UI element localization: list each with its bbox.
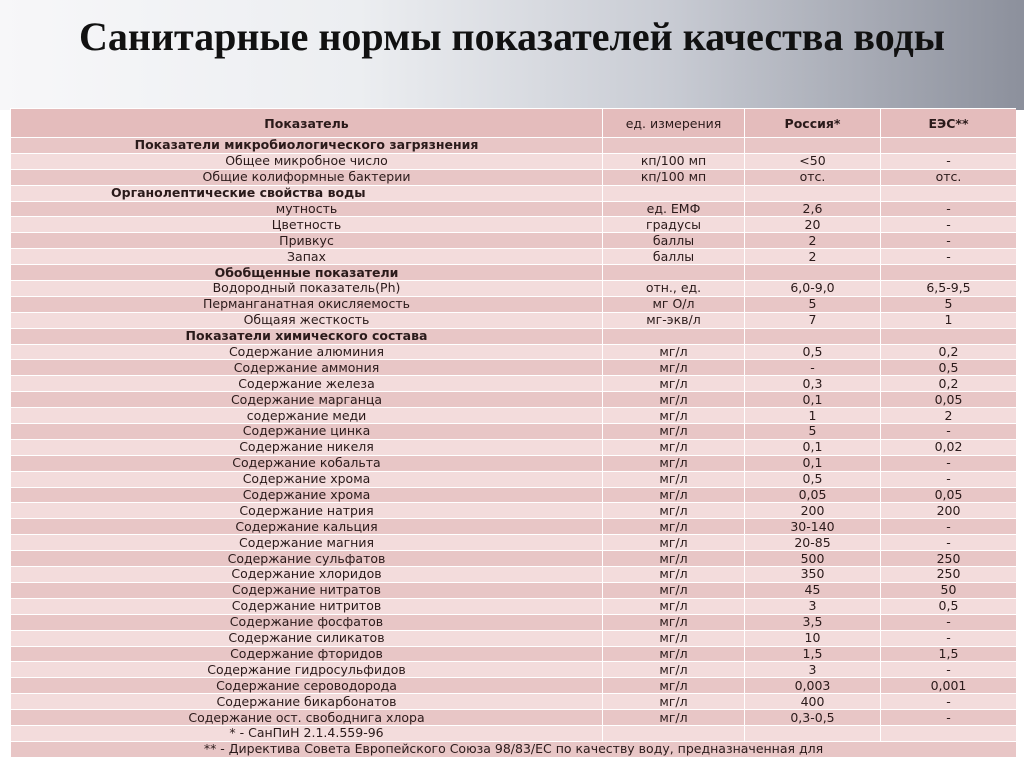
cell-unit: кп/100 мп bbox=[603, 169, 745, 185]
cell-russia: 0,1 bbox=[745, 455, 881, 471]
cell-eec: - bbox=[881, 519, 1017, 535]
cell-eec: - bbox=[881, 471, 1017, 487]
cell-eec: 200 bbox=[881, 503, 1017, 519]
cell-eec: 6,5-9,5 bbox=[881, 281, 1017, 297]
cell-unit: градусы bbox=[603, 217, 745, 233]
cell-name: Содержание никеля bbox=[11, 439, 603, 455]
cell-russia: 0,3-0,5 bbox=[745, 710, 881, 726]
cell-russia: 0,05 bbox=[745, 487, 881, 503]
table-row bbox=[11, 551, 1017, 567]
table-row bbox=[11, 312, 1017, 328]
cell-name: Содержание гидросульфидов bbox=[11, 662, 603, 678]
cell-russia: 5 bbox=[745, 296, 881, 312]
cell-name: Содержание кальция bbox=[11, 519, 603, 535]
table-row bbox=[11, 535, 1017, 551]
cell-name: Содержание бикарбонатов bbox=[11, 694, 603, 710]
cell-name: Общие колиформные бактерии bbox=[11, 169, 603, 185]
cell-unit: мг/л bbox=[603, 471, 745, 487]
cell-name: Содержание алюминия bbox=[11, 344, 603, 360]
cell-russia: 350 bbox=[745, 567, 881, 583]
cell-unit: баллы bbox=[603, 249, 745, 265]
table-row bbox=[11, 233, 1017, 249]
cell-name: Содержание сульфатов bbox=[11, 551, 603, 567]
table-row bbox=[11, 678, 1017, 694]
cell-russia: 30-140 bbox=[745, 519, 881, 535]
cell-unit: мг/л bbox=[603, 662, 745, 678]
cell-eec: - bbox=[881, 662, 1017, 678]
cell-unit: мг/л bbox=[603, 519, 745, 535]
cell-name: Содержание натрия bbox=[11, 503, 603, 519]
cell-eec: - bbox=[881, 710, 1017, 726]
cell-eec: 0,05 bbox=[881, 392, 1017, 408]
cell-unit: мг/л bbox=[603, 710, 745, 726]
cell-unit: баллы bbox=[603, 233, 745, 249]
cell-russia: 2 bbox=[745, 249, 881, 265]
section-title: Органолептические свойства воды bbox=[11, 185, 603, 201]
cell-unit: мг/л bbox=[603, 376, 745, 392]
cell-russia: 20-85 bbox=[745, 535, 881, 551]
page-title: Санитарные нормы показателей качества воды bbox=[78, 14, 945, 59]
section-row-general bbox=[11, 265, 1017, 281]
cell-unit: мг/л bbox=[603, 344, 745, 360]
cell-name: Содержание фторидов bbox=[11, 646, 603, 662]
table-header-row bbox=[11, 109, 1017, 138]
cell-name: Цветность bbox=[11, 217, 603, 233]
cell-eec: 5 bbox=[881, 296, 1017, 312]
cell-name: содержание меди bbox=[11, 408, 603, 424]
cell-unit: мг/л bbox=[603, 567, 745, 583]
cell-name: Общаяя жесткость bbox=[11, 312, 603, 328]
table-row bbox=[11, 582, 1017, 598]
cell-unit: мг/л bbox=[603, 694, 745, 710]
table-row bbox=[11, 408, 1017, 424]
cell-russia: 3 bbox=[745, 662, 881, 678]
cell-eec: 250 bbox=[881, 551, 1017, 567]
cell-unit: мг/л bbox=[603, 424, 745, 440]
cell-russia: 500 bbox=[745, 551, 881, 567]
table-row bbox=[11, 710, 1017, 726]
cell-eec: - bbox=[881, 217, 1017, 233]
header-russia: Россия* bbox=[745, 109, 881, 138]
cell-eec: - bbox=[881, 153, 1017, 169]
cell-eec: 50 bbox=[881, 582, 1017, 598]
cell-russia: 3 bbox=[745, 598, 881, 614]
table-row bbox=[11, 598, 1017, 614]
section-row-organoleptic bbox=[11, 185, 1017, 201]
table-row bbox=[11, 471, 1017, 487]
table-row bbox=[11, 201, 1017, 217]
cell-name: Перманганатная окисляемость bbox=[11, 296, 603, 312]
cell-eec: - bbox=[881, 201, 1017, 217]
section-title: Показатели микробиологического загрязнения bbox=[11, 138, 603, 154]
cell-russia: 7 bbox=[745, 312, 881, 328]
cell-russia: <50 bbox=[745, 153, 881, 169]
cell-unit: мг/л bbox=[603, 614, 745, 630]
table-row bbox=[11, 249, 1017, 265]
cell-name: Запах bbox=[11, 249, 603, 265]
cell-name: Содержание железа bbox=[11, 376, 603, 392]
cell-unit: мг/л bbox=[603, 455, 745, 471]
cell-russia: 20 bbox=[745, 217, 881, 233]
cell-eec: отс. bbox=[881, 169, 1017, 185]
cell-unit: мг/л bbox=[603, 360, 745, 376]
table-row bbox=[11, 694, 1017, 710]
table-row bbox=[11, 392, 1017, 408]
table-row bbox=[11, 519, 1017, 535]
cell-eec: - bbox=[881, 614, 1017, 630]
cell-unit: мг/л bbox=[603, 551, 745, 567]
cell-russia: 1,5 bbox=[745, 646, 881, 662]
cell-russia: 10 bbox=[745, 630, 881, 646]
section-row-micro bbox=[11, 138, 1017, 154]
section-title: Показатели химического состава bbox=[11, 328, 603, 344]
table-row bbox=[11, 662, 1017, 678]
footnote-row-2 bbox=[11, 741, 1017, 757]
cell-eec: 1 bbox=[881, 312, 1017, 328]
cell-russia: 200 bbox=[745, 503, 881, 519]
cell-name: Содержание аммония bbox=[11, 360, 603, 376]
cell-unit: мг/л bbox=[603, 392, 745, 408]
cell-unit: мг/л bbox=[603, 408, 745, 424]
cell-unit: ед. ЕМФ bbox=[603, 201, 745, 217]
cell-name: Содержание сероводорода bbox=[11, 678, 603, 694]
cell-russia: 2 bbox=[745, 233, 881, 249]
section-row-chemical bbox=[11, 328, 1017, 344]
quality-table bbox=[10, 108, 1016, 758]
cell-unit: мг/л bbox=[603, 646, 745, 662]
table-row bbox=[11, 296, 1017, 312]
cell-name: мутность bbox=[11, 201, 603, 217]
footnote-2: ** - Директива Совета Европейского Союза 98/83/ЕС по качеству воду, предназначенная для bbox=[11, 741, 1017, 757]
table-row bbox=[11, 455, 1017, 471]
header-unit: ед. измерения bbox=[603, 109, 745, 138]
header-indicator: Показатель bbox=[11, 109, 603, 138]
cell-eec: - bbox=[881, 535, 1017, 551]
table-row bbox=[11, 153, 1017, 169]
cell-name: Содержание хрома bbox=[11, 471, 603, 487]
cell-russia: 400 bbox=[745, 694, 881, 710]
cell-eec: 0,2 bbox=[881, 344, 1017, 360]
header-eec: ЕЭС** bbox=[881, 109, 1017, 138]
cell-eec: 250 bbox=[881, 567, 1017, 583]
cell-name: Содержание кобальта bbox=[11, 455, 603, 471]
cell-unit: мг/л bbox=[603, 535, 745, 551]
cell-eec: 0,02 bbox=[881, 439, 1017, 455]
cell-unit: мг/л bbox=[603, 439, 745, 455]
cell-name: Содержание цинка bbox=[11, 424, 603, 440]
cell-unit: мг/л bbox=[603, 503, 745, 519]
cell-eec: 0,001 bbox=[881, 678, 1017, 694]
cell-eec: - bbox=[881, 455, 1017, 471]
cell-eec: 0,5 bbox=[881, 360, 1017, 376]
cell-eec: - bbox=[881, 630, 1017, 646]
cell-name: Содержание хрома bbox=[11, 487, 603, 503]
cell-eec: 0,5 bbox=[881, 598, 1017, 614]
cell-unit: мг/л bbox=[603, 598, 745, 614]
cell-eec: 0,05 bbox=[881, 487, 1017, 503]
footnote-row-1 bbox=[11, 725, 1017, 741]
table-row bbox=[11, 439, 1017, 455]
table-row bbox=[11, 630, 1017, 646]
cell-russia: 6,0-9,0 bbox=[745, 281, 881, 297]
cell-unit: отн., ед. bbox=[603, 281, 745, 297]
cell-russia: 3,5 bbox=[745, 614, 881, 630]
cell-eec: - bbox=[881, 233, 1017, 249]
cell-russia: 0,5 bbox=[745, 471, 881, 487]
table-row bbox=[11, 646, 1017, 662]
cell-name: Привкус bbox=[11, 233, 603, 249]
cell-unit: мг О/л bbox=[603, 296, 745, 312]
table-row bbox=[11, 487, 1017, 503]
cell-eec: - bbox=[881, 694, 1017, 710]
cell-name: Водородный показатель(Ph) bbox=[11, 281, 603, 297]
cell-name: Содержание ост. свободнига хлора bbox=[11, 710, 603, 726]
quality-table-container bbox=[10, 108, 1016, 768]
cell-unit: мг/л bbox=[603, 582, 745, 598]
section-title: Обобщенные показатели bbox=[11, 265, 603, 281]
cell-name: Содержание силикатов bbox=[11, 630, 603, 646]
cell-unit: мг/л bbox=[603, 487, 745, 503]
cell-name: Общее микробное число bbox=[11, 153, 603, 169]
table-row bbox=[11, 360, 1017, 376]
cell-unit: мг/л bbox=[603, 678, 745, 694]
cell-russia: 0,003 bbox=[745, 678, 881, 694]
cell-unit: мг-экв/л bbox=[603, 312, 745, 328]
table-row bbox=[11, 344, 1017, 360]
cell-unit: мг/л bbox=[603, 630, 745, 646]
cell-eec: - bbox=[881, 249, 1017, 265]
cell-name: Содержание фосфатов bbox=[11, 614, 603, 630]
table-row bbox=[11, 614, 1017, 630]
table-row bbox=[11, 503, 1017, 519]
cell-russia: - bbox=[745, 360, 881, 376]
cell-eec: 1,5 bbox=[881, 646, 1017, 662]
cell-russia: 0,1 bbox=[745, 392, 881, 408]
cell-russia: 1 bbox=[745, 408, 881, 424]
cell-russia: 2,6 bbox=[745, 201, 881, 217]
cell-russia: отс. bbox=[745, 169, 881, 185]
table-row bbox=[11, 567, 1017, 583]
cell-name: Содержание магния bbox=[11, 535, 603, 551]
table-row bbox=[11, 376, 1017, 392]
table-row bbox=[11, 169, 1017, 185]
cell-name: Содержание нитратов bbox=[11, 582, 603, 598]
table-row bbox=[11, 217, 1017, 233]
cell-eec: - bbox=[881, 424, 1017, 440]
footnote-1: * - СанПиН 2.1.4.559-96 bbox=[11, 725, 603, 741]
cell-name: Содержание марганца bbox=[11, 392, 603, 408]
cell-russia: 45 bbox=[745, 582, 881, 598]
cell-unit: кп/100 мп bbox=[603, 153, 745, 169]
cell-russia: 0,5 bbox=[745, 344, 881, 360]
cell-russia: 0,1 bbox=[745, 439, 881, 455]
cell-russia: 0,3 bbox=[745, 376, 881, 392]
cell-name: Содержание нитритов bbox=[11, 598, 603, 614]
cell-russia: 5 bbox=[745, 424, 881, 440]
cell-name: Содержание хлоридов bbox=[11, 567, 603, 583]
table-row bbox=[11, 281, 1017, 297]
cell-eec: 2 bbox=[881, 408, 1017, 424]
table-row bbox=[11, 424, 1017, 440]
cell-eec: 0,2 bbox=[881, 376, 1017, 392]
